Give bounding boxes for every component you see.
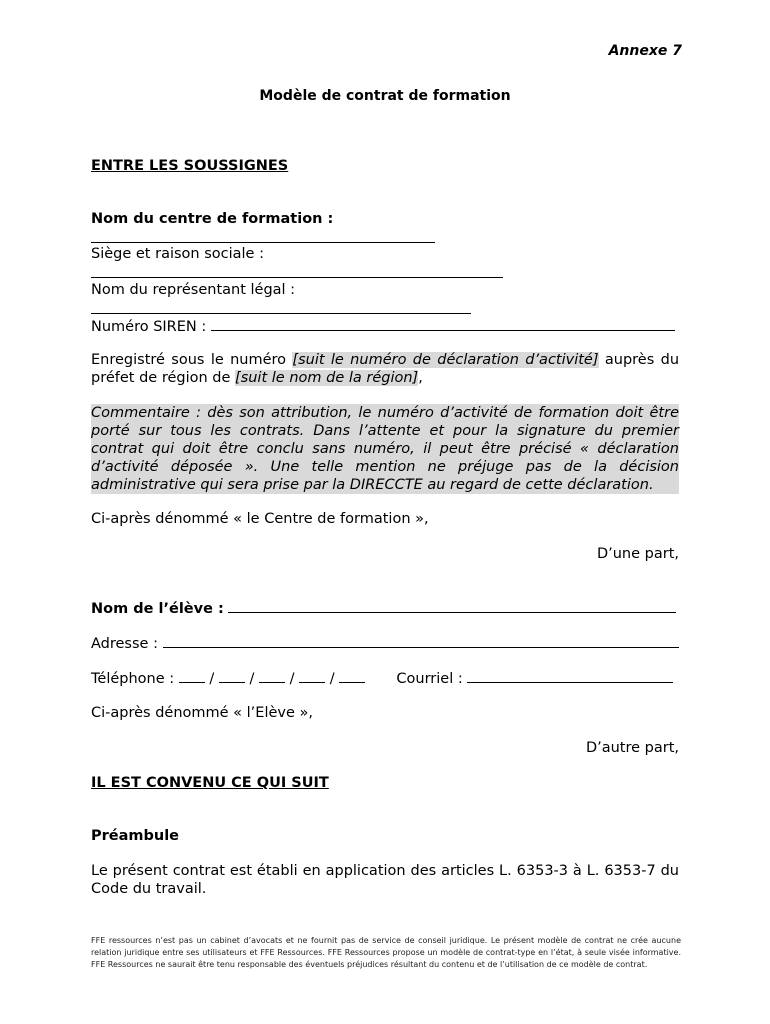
address-row xyxy=(91,633,679,653)
representative-field[interactable] xyxy=(91,299,471,314)
siren-row xyxy=(91,316,679,336)
preamble-title: Préambule xyxy=(91,828,180,844)
student-name-label: Nom de l’élève : xyxy=(91,601,224,617)
phone-separator: / xyxy=(329,671,335,687)
centre-name-field[interactable] xyxy=(91,228,435,243)
region-placeholder: [suit le nom de la région] xyxy=(235,370,419,386)
phone-field-2[interactable] xyxy=(219,668,245,683)
document-title: Modèle de contrat de formation xyxy=(259,88,511,104)
parties-heading: ENTRE LES SOUSSIGNES xyxy=(91,158,289,174)
address-label: Adresse : xyxy=(91,636,158,652)
registration-prefix: Enregistré sous le numéro xyxy=(91,352,287,368)
phone-field-3[interactable] xyxy=(259,668,285,683)
email-field[interactable] xyxy=(467,668,673,683)
student-name-row xyxy=(91,598,679,618)
phone-separator: / xyxy=(289,671,295,687)
phone-label: Téléphone : xyxy=(91,671,175,687)
second-part: D’autre part, xyxy=(585,740,679,756)
student-name-field[interactable] xyxy=(228,598,676,613)
registration-placeholder: [suit le numéro de déclaration d’activité] xyxy=(292,352,599,368)
centre-name-label: Nom du centre de formation : xyxy=(91,211,334,227)
registration-paragraph xyxy=(91,351,679,387)
preamble-text: Le présent contrat est établi en application des articles L. 6353-3 à L. 6353-7 du Code du travail. xyxy=(91,863,679,897)
phone-field-5[interactable] xyxy=(339,668,365,683)
registration-middle: auprès du préfet de région de xyxy=(91,352,680,386)
email-label: Courriel : xyxy=(396,671,463,687)
address-field[interactable] xyxy=(163,633,679,648)
representative-label: Nom du représentant légal : xyxy=(91,282,296,298)
annex-label: Annexe 7 xyxy=(608,43,682,59)
seat-label: Siège et raison sociale : xyxy=(91,246,264,262)
footer-disclaimer: FFE ressources n’est pas un cabinet d’avocats et ne fournit pas de service de conseil juridique. Le présent modèle de contrat ne crée aucune relation juridique entre ses utilisateurs et FFE Ressources. FFE Ressources propose un modèle de contrat-type en l’état, à seule visée informative. FFE Ressources ne saurait être tenu responsable des éventuels préjudices résultant du contenu et de l’utilisation de ce modèle de contrat. xyxy=(91,936,681,969)
contact-row xyxy=(91,668,679,688)
phone-field-4[interactable] xyxy=(299,668,325,683)
siren-field[interactable] xyxy=(211,316,675,331)
seat-field[interactable] xyxy=(91,263,503,278)
first-part: D’une part, xyxy=(596,546,679,562)
centre-alias: Ci-après dénommé « le Centre de formation », xyxy=(91,511,429,527)
phone-field-1[interactable] xyxy=(179,668,205,683)
representative-row xyxy=(91,281,679,319)
seat-row xyxy=(91,245,679,283)
siren-label: Numéro SIREN : xyxy=(91,319,207,335)
phone-separator: / xyxy=(209,671,215,687)
comment-box: Commentaire : dès son attribution, le numéro d’activité de formation doit être porté sur tous les contrats. Dans l’attente et pour la signature du premier contrat qui doit être conclu sans numéro, il peut être précisé « déclaration d’activité déposée ». Une telle mention ne préjuge pas de la décision administrative qui sera prise par la DIRECCTE au regard de cette déclaration. xyxy=(91,405,679,493)
centre-name-row xyxy=(91,210,679,248)
student-alias: Ci-après dénommé « l’Elève », xyxy=(91,705,313,721)
phone-separator: / xyxy=(249,671,255,687)
agreement-heading: IL EST CONVENU CE QUI SUIT xyxy=(91,775,329,791)
registration-end: , xyxy=(418,370,423,386)
